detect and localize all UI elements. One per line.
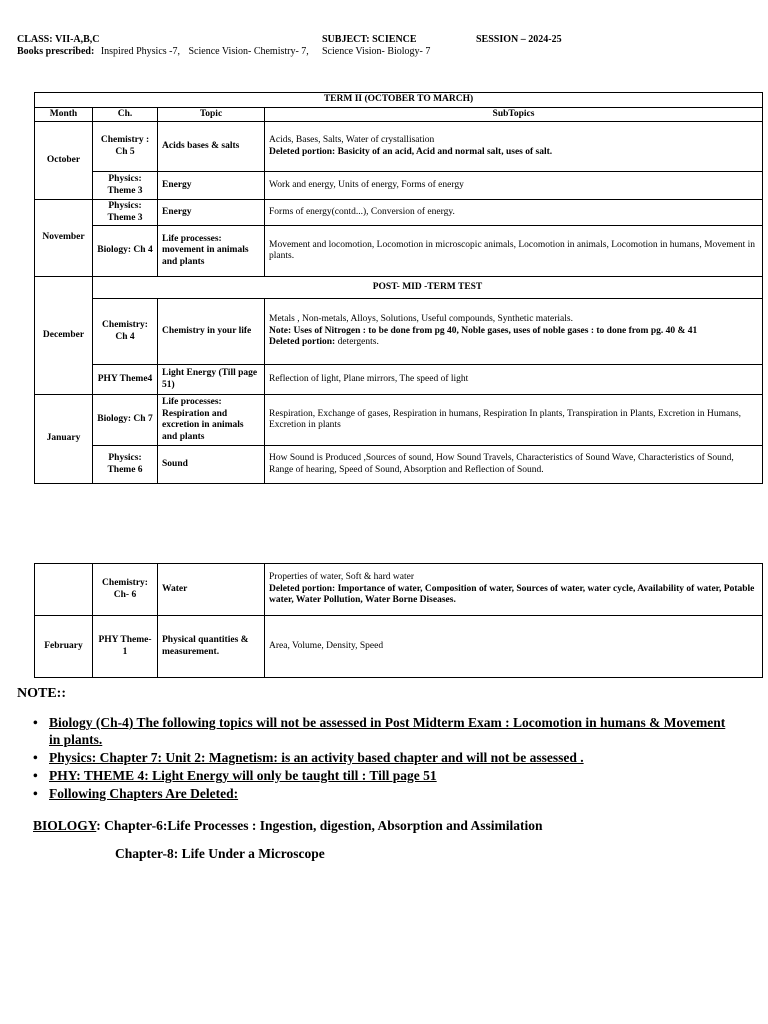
table-row — [35, 277, 763, 299]
deleted-portion: Deleted portion: Importance of water, Composition of water, Sources of water, water cycle, Availability of water, Potable water, Water Pollution, Water Borne Diseases. — [269, 583, 755, 606]
deleted-portion: Deleted portion: Basicity of an acid, Acid and normal salt, uses of salt. — [269, 146, 553, 157]
table-row — [35, 200, 763, 226]
month-october: October — [35, 122, 93, 200]
subtopic-text: Properties of water, Soft & hard water — [269, 572, 414, 583]
col-header-ch: Ch. — [93, 107, 158, 122]
topic-cell: Light Energy (Till page 51) — [158, 365, 265, 395]
note-item — [31, 714, 731, 748]
chapter-cell: Biology: Ch 7 — [93, 395, 158, 446]
topic-cell: Physical quantities & measurement. — [158, 616, 265, 678]
subtopic-cell: Forms of energy(contd...), Conversion of energy. — [265, 200, 763, 226]
note-list — [31, 714, 731, 803]
table-row — [35, 395, 763, 446]
books-line — [17, 45, 309, 58]
topic-cell: Sound — [158, 446, 265, 484]
topic-cell: Acids bases & salts — [158, 122, 265, 172]
table-row — [35, 226, 763, 277]
month-november: November — [35, 200, 93, 277]
subtopic-cell: Reflection of light, Plane mirrors, The speed of light — [265, 365, 763, 395]
table-title-row — [35, 93, 763, 108]
note-title: NOTE:: — [17, 686, 66, 701]
deleted-value: detergents. — [337, 337, 379, 348]
chapter-cell: Physics: Theme 3 — [93, 172, 158, 200]
chapter-cell: Physics: Theme 3 — [93, 200, 158, 226]
note-item-text: Physics: Chapter 7: Unit 2: Magnetism: is an activity based chapter and will not be assessed . — [49, 750, 584, 765]
post-midterm-test: POST- MID -TERM TEST — [93, 277, 763, 299]
table-row — [35, 299, 763, 365]
chapter-cell: Chemistry: Ch- 6 — [93, 564, 158, 616]
subtopic-cell: How Sound is Produced ,Sources of sound, How Sound Travels, Characteristics of Sound Wave, Characteristics of Sound, Range of hearing, Speed of Sound, Absorption and Reflection of Sound. — [265, 446, 763, 484]
term2-table — [34, 92, 763, 484]
session-text: SESSION – 2024-25 — [476, 34, 562, 45]
chapter-cell: Chemistry : Ch 5 — [93, 122, 158, 172]
subject-text: SUBJECT: SCIENCE — [322, 34, 417, 45]
subtopic-cell: Movement and locomotion, Locomotion in microscopic animals, Locomotion in animals, Locomotion in humans, Movement in plants. — [265, 226, 763, 277]
chapter-cell: PHY Theme4 — [93, 365, 158, 395]
book-biology: Science Vision- Biology- 7 — [322, 46, 431, 57]
topic-cell: Energy — [158, 200, 265, 226]
chapter-cell: PHY Theme-1 — [93, 616, 158, 678]
topic-cell: Chemistry in your life — [158, 299, 265, 365]
biology-deleted-line — [33, 818, 543, 834]
note-item-text: Following Chapters Are Deleted: — [49, 786, 239, 801]
note-text: Note: Uses of Nitrogen : to be done from pg 40, Noble gases, uses of noble gases : to done from pg. 40 & 41 — [269, 325, 698, 336]
topic-cell: Water — [158, 564, 265, 616]
note-item-text: Biology (Ch-4) The following topics will not be assessed in Post Midterm Exam : Locomotion in humans & Movement in plants. — [49, 715, 726, 747]
table-row — [35, 172, 763, 200]
subtopic-cell: Area, Volume, Density, Speed — [265, 616, 763, 678]
month-december: December — [35, 277, 93, 395]
topic-cell: Life processes: Respiration and excretion in animals and plants — [158, 395, 265, 446]
subtopic-cell — [265, 564, 763, 616]
book-biology-line — [322, 45, 430, 58]
month-february: February — [35, 616, 93, 678]
deleted-portion — [269, 337, 758, 349]
note-item — [31, 749, 731, 766]
class-label: CLASS: — [17, 34, 53, 45]
subtopic-cell — [265, 299, 763, 365]
deleted-label: Deleted portion: — [269, 337, 336, 348]
topic-cell: Energy — [158, 172, 265, 200]
table-header-row — [35, 107, 763, 122]
subtopic-cell: Work and energy, Units of energy, Forms of energy — [265, 172, 763, 200]
note-item — [31, 785, 731, 802]
chapter-cell: Biology: Ch 4 — [93, 226, 158, 277]
class-value: VII-A,B,C — [55, 34, 100, 45]
month-cell-empty — [35, 564, 93, 616]
session-line — [476, 33, 562, 46]
topic-cell: Life processes: movement in animals and plants — [158, 226, 265, 277]
col-header-subtopics: SubTopics — [265, 107, 763, 122]
table-row — [35, 365, 763, 395]
subtopic-cell: Respiration, Exchange of gases, Respiration in humans, Respiration In plants, Transpiration in Plants, Excretion in Humans, Excretion in plants — [265, 395, 763, 446]
book-chemistry: Science Vision- Chemistry- 7, — [188, 46, 309, 57]
table-row — [35, 564, 763, 616]
table-title: TERM II (OCTOBER TO MARCH) — [35, 93, 763, 108]
col-header-month: Month — [35, 107, 93, 122]
books-label: Books prescribed: — [17, 46, 95, 57]
col-header-topic: Topic — [158, 107, 265, 122]
book-physics: Inspired Physics -7, — [100, 46, 180, 57]
continuation-table — [34, 563, 763, 678]
note-item-text: PHY: THEME 4: Light Energy will only be taught till : Till page 51 — [49, 768, 437, 783]
subtopic-text: Metals , Non-metals, Alloys, Solutions, Useful compounds, Synthetic materials. — [269, 314, 573, 325]
biology-chapter-8: Chapter-8: Life Under a Microscope — [115, 846, 325, 861]
table-row — [35, 446, 763, 484]
biology-label: BIOLOGY — [33, 818, 97, 833]
table-row — [35, 616, 763, 678]
table-row — [35, 122, 763, 172]
biology-chapter-6: : Chapter-6:Life Processes : Ingestion, digestion, Absorption and Assimilation — [96, 818, 543, 833]
subtopic-cell — [265, 122, 763, 172]
month-january: January — [35, 395, 93, 484]
chapter-cell: Chemistry: Ch 4 — [93, 299, 158, 365]
subtopic-text: Acids, Bases, Salts, Water of crystallisation — [269, 135, 435, 145]
note-item — [31, 767, 731, 784]
chapter-cell: Physics: Theme 6 — [93, 446, 158, 484]
